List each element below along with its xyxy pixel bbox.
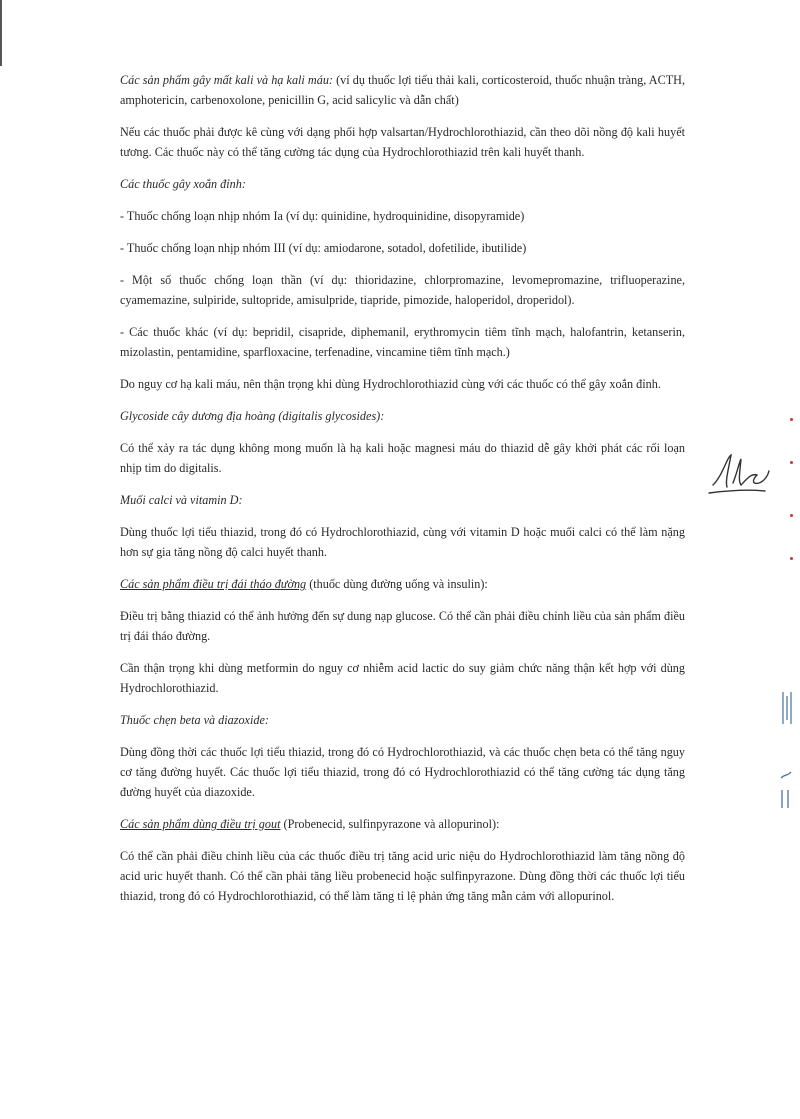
paragraph-text: Có thể xảy ra tác dụng không mong muốn là hạ kali hoặc magnesi máu do thiazid dễ gây khởi phát các rối loạn nhịp tim do digitalis.	[120, 441, 685, 475]
paragraph-text: Điều trị bằng thiazid có thể ảnh hưởng đến sự dung nạp glucose. Có thể cần phải điều chỉnh liều của sản phẩm điều trị đái tháo đường.	[120, 609, 685, 643]
list-item: - Thuốc chống loạn nhịp nhóm Ia (ví dụ: quinidine, hydroquinidine, disopyramide)	[120, 209, 525, 223]
list-item: - Một số thuốc chống loạn thần (ví dụ: thioridazine, chlorpromazine, levomepromazine, trifluoperazine, cyamemazine, sulpiride, sultopride, amisulpride, tiapride, pimozide, haloperidol, droperidol).	[120, 273, 685, 307]
paragraph-text: Cần thận trọng khi dùng metformin do nguy cơ nhiễm acid lactic do suy giảm chức năng thận kết hợp với dùng Hydrochlorothiazid.	[120, 661, 685, 695]
scan-edge-line	[0, 0, 2, 66]
red-stamp-marks	[790, 418, 794, 558]
margin-annotation-mark	[780, 690, 794, 726]
heading-inline-potassium-loss: Các sản phẩm gây mất kali và hạ kali máu:	[120, 73, 333, 87]
section-heading-beta-blockers: Thuốc chẹn beta và diazoxide:	[120, 713, 269, 727]
paragraph-text: (ví dụ thuốc lợi tiểu thải kali, corticosteroid, thuốc nhuận tràng, ACTH, amphotericin, carbenoxolone, penicillin G, acid salicylic và dẫn chất)	[120, 73, 685, 107]
heading-inline-diabetes: Các sản phẩm điều trị đái tháo đường	[120, 577, 307, 591]
document-body	[120, 70, 685, 918]
paragraph-diabetes	[120, 574, 685, 594]
paragraph-text: Có thể cần phải điều chỉnh liều của các thuốc điều trị tăng acid uric niệu do Hydrochlorothiazid làm tăng nồng độ acid uric huyết thanh. Có thể cần phải tăng liều probenecid hoặc sulfinpyrazone. Dùng đồng thời các thuốc lợi tiểu thiazid, trong đó có Hydrochlorothiazid, có thể làm tăng tỉ lệ phản ứng tăng mẫn cảm với allopurinol.	[120, 849, 685, 903]
handwritten-signature	[705, 445, 775, 500]
paragraph-text: (thuốc dùng đường uống và insulin):	[306, 577, 488, 591]
section-heading-digitalis: Glycoside cây dương địa hoàng (digitalis glycosides):	[120, 409, 385, 423]
section-heading-calcium: Muối calci và vitamin D:	[120, 493, 243, 507]
paragraph-text: Do nguy cơ hạ kali máu, nên thận trọng khi dùng Hydrochlorothiazid cùng với các thuốc có thể gây xoắn đỉnh.	[120, 377, 661, 391]
list-item: - Các thuốc khác (ví dụ: bepridil, cisapride, diphemanil, erythromycin tiêm tĩnh mạch, halofantrin, ketanserin, mizolastin, pentamidine, sparfloxacine, terfenadine, vincamine tiêm tĩnh mạch.)	[120, 325, 685, 359]
paragraph-gout	[120, 814, 685, 834]
paragraph-text: Nếu các thuốc phải được kê cùng với dạng phối hợp valsartan/Hydrochlorothiazid, cần theo dõi nồng độ kali huyết tương. Các thuốc này có thể tăng cường tác dụng của Hydrochlorothiazid trên kali huyết thanh.	[120, 125, 685, 159]
margin-annotation-mark	[778, 770, 794, 810]
list-item: - Thuốc chống loạn nhịp nhóm III (ví dụ: amiodarone, sotadol, dofetilide, ibutilide)	[120, 241, 527, 255]
paragraph-text: (Probenecid, sulfinpyrazone và allopurinol):	[280, 817, 500, 831]
section-heading-torsades: Các thuốc gây xoắn đỉnh:	[120, 177, 246, 191]
paragraph-text: Dùng đồng thời các thuốc lợi tiểu thiazid, trong đó có Hydrochlorothiazid, và các thuốc chẹn beta có thể tăng nguy cơ tăng đường huyết. Các thuốc lợi tiểu thiazid, trong đó có Hydrochlorothiazid có thể tăng cường tác dụng tăng đường huyết của diazoxide.	[120, 745, 685, 799]
paragraph-text: Dùng thuốc lợi tiểu thiazid, trong đó có Hydrochlorothiazid, cùng với vitamin D hoặc muối calci có thể làm nặng hơn sự gia tăng nồng độ calci huyết thanh.	[120, 525, 685, 559]
paragraph-potassium-loss	[120, 70, 685, 110]
heading-inline-gout: Các sản phẩm dùng điều trị gout	[120, 817, 281, 831]
